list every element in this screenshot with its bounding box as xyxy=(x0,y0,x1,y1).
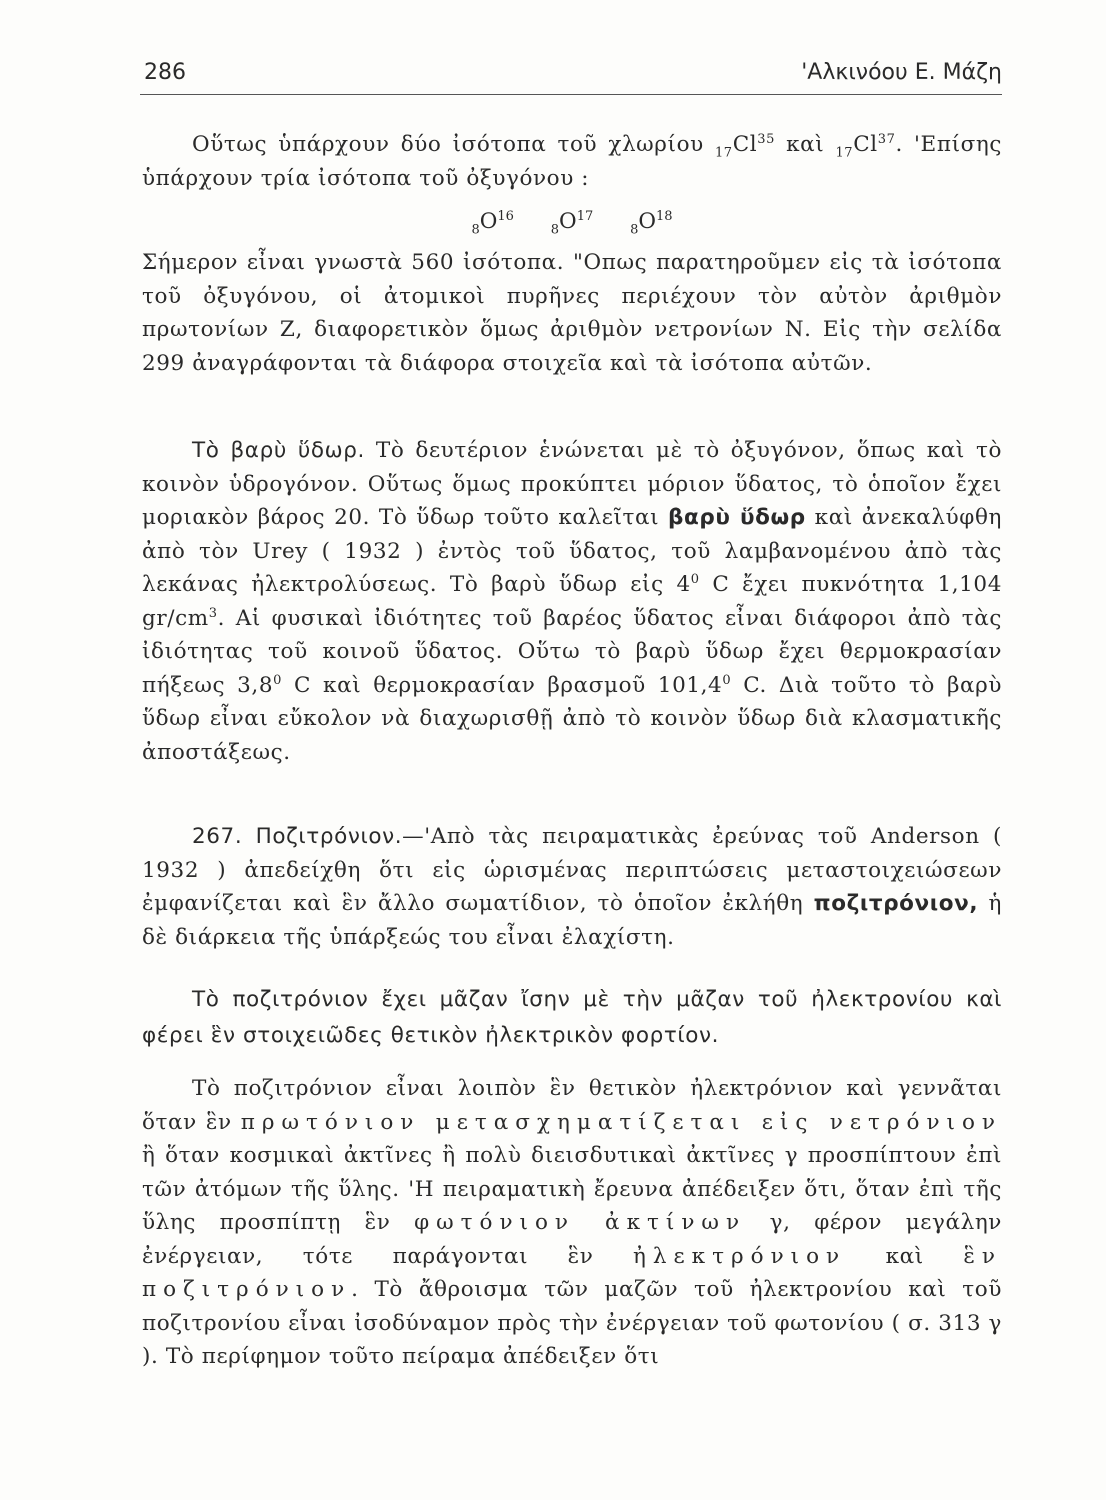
atomic-number: 8 xyxy=(471,222,480,238)
paragraph-chlorine-isotopes xyxy=(142,128,1002,195)
paragraph-positron-origin xyxy=(142,1072,1002,1374)
spaced-emphasis: πρωτόνιον μετασχηματίζεται εἰς νετρόνιον xyxy=(240,1109,1002,1135)
heavy-water-term: βαρὺ ὕδωρ xyxy=(668,505,806,530)
text-run: Οὕτως ὑπάρχουν δύο ἰσότοπα τοῦ χλωρίου xyxy=(192,132,715,157)
mass-number: 37 xyxy=(877,131,896,147)
text-run: ἡ δὲ διάρκεια τῆς ὑπάρξεώς του εἶναι ἐλαχίστη. xyxy=(142,891,1002,950)
element-symbol: Cl xyxy=(853,132,878,157)
mass-number: 17 xyxy=(576,208,594,224)
text-run: —'Απὸ τὰς πειραματικὰς ἐρεύνας τοῦ Anderson ( 1932 ) ἀπεδείχθη ὅτι εἰς ὡρισμένας περιπτώσεις μεταστοιχειώσεων ἐμφανίζεται καὶ ἓν ἄλλο σωματίδιον, τὸ ὁποῖον ἐκλήθη xyxy=(142,824,1002,916)
atomic-number: 17 xyxy=(714,145,733,161)
page-header xyxy=(140,58,1002,95)
oxygen-isotopes-line xyxy=(142,205,1002,239)
text-run: C. Διὰ τοῦτο τὸ βαρὺ ὕδωρ εἶναι εὔκολον νὰ διαχωρισθῇ ἀπὸ τὸ κοινὸν ὕδωρ διὰ κλασματικῆς ἀποστάξεως. xyxy=(142,672,1002,765)
element-symbol: Cl xyxy=(732,132,758,157)
text-run: Τὸ δευτέριον ἑνώνεται μὲ τὸ ὀξυγόνον, ὅπως καὶ τὸ κοινὸν ὑδρογόνον. Οὕτως ὅμως προκύπτει μόριον ὕδατος, τὸ ὁποῖον ἔχει μοριακὸν βάρος 20. Τὸ ὕδωρ τοῦτο καλεῖται xyxy=(142,438,1002,530)
mass-number: 35 xyxy=(757,131,775,147)
text-run: . Αἱ φυσικαὶ ἰδιότητες τοῦ βαρέος ὕδατος εἶναι διάφοροι ἀπὸ τὰς ἰδιότητας τοῦ κοινοῦ ὕδατος. Οὕτω τὸ βαρὺ ὕδωρ ἔχει θερμοκρασίαν πήξεως 3,8 xyxy=(142,605,1002,698)
running-title: 'Αλκινόου Ε. Μάζη xyxy=(801,60,1002,85)
paragraph-positron-mass: Τὸ ποζιτρόνιον ἔχει μᾶζαν ἴσην μὲ τὴν μᾶζαν τοῦ ἠλεκτρονίου καὶ φέρει ἓν στοιχειῶδες θετικὸν ἠλεκτρικὸν φορτίον. xyxy=(142,987,1002,1048)
text-run: καὶ ἀνεκαλύφθη ἀπὸ τὸν Urey ( 1932 ) ἐντὸς τοῦ ὕδατος, τοῦ λαμβανομένου ἀπὸ τὰς λεκάνας ἠλεκτρολύσεως. Τὸ βαρὺ ὕδωρ εἰς 4 xyxy=(142,505,1002,597)
isotope xyxy=(630,208,673,238)
heavy-water-heading: Τὸ βαρὺ ὕδωρ. xyxy=(192,438,365,463)
text-run: Τὸ ποζιτρόνιον εἶναι λοιπὸν ἓν θετικὸν ἠλεκτρόνιον καὶ γεννᾶται ὅταν ἓν xyxy=(142,1076,1002,1135)
atomic-number: 17 xyxy=(835,145,854,161)
text-run: ἢ ὅταν κοσμικαὶ ἀκτῖνες ἢ πολὺ διεισδυτικαὶ ἀκτῖνες γ προσπίπτουν ἐπὶ τῶν ἀτόμων τῆς ὕλης. 'Η πειραματικὴ ἔρευνα ἀπέδειξεν ὅτι, ὅταν ἐπὶ τῆς ὕλης προσπίπτῃ ἓν xyxy=(142,1143,1002,1235)
cube-exponent: 3 xyxy=(208,605,218,621)
element-symbol: O xyxy=(559,209,577,234)
isotope xyxy=(471,208,514,238)
mass-number: 16 xyxy=(497,208,514,224)
paragraph-heavy-water xyxy=(142,434,1002,769)
text-run: . Τὸ ἄθροισμα τῶν μαζῶν τοῦ ἠλεκτρονίου καὶ τοῦ ποζιτρονίου εἶναι ἰσοδύναμον πρὸς τὴν ἐνέργειαν τοῦ φωτονίου ( σ. 313 γ ). Τὸ περίφημον τοῦτο πείραμα ἀπέδειξεν ὅτι xyxy=(142,1277,1002,1369)
page-number: 286 xyxy=(144,60,186,85)
spaced-emphasis: ἓν ποζιτρόνιον xyxy=(142,1243,1002,1302)
text-run: γ, φέρον μεγάλην ἐνέργειαν, τότε παράγονται ἓν xyxy=(142,1210,1002,1269)
section-heading: 267. Ποζιτρόνιον. xyxy=(192,824,403,849)
positron-term: ποζιτρόνιον, xyxy=(813,891,979,916)
text-run: C ἔχει πυκνότητα 1,104 gr/cm xyxy=(142,572,1002,631)
mass-number: 18 xyxy=(656,208,673,224)
text-run: C καὶ θερμοκρασίαν βρασμοῦ 101,4 xyxy=(282,672,723,698)
degree-mark: 0 xyxy=(722,672,732,688)
text-run: . 'Επίσης ὑπάρχουν τρία ἰσότοπα τοῦ ὀξυγόνου : xyxy=(142,132,1003,191)
atomic-number: 8 xyxy=(630,222,639,238)
degree-mark: 0 xyxy=(273,672,283,688)
spaced-emphasis: φωτόνιον ἀκτίνων xyxy=(414,1210,747,1235)
spaced-emphasis: ἠλεκτρόνιον xyxy=(633,1243,847,1269)
section-267-positron xyxy=(142,820,1002,954)
element-symbol: O xyxy=(479,209,498,234)
degree-mark: 0 xyxy=(690,571,700,587)
paragraph-isotopes-count: Σήμερον εἶναι γνωστὰ 560 ἰσότοπα. "Οπως παρατηροῦμεν εἰς τὰ ἰσότοπα τοῦ ὀξυγόνου, οἱ ἀτομικοὶ πυρῆνες περιέχουν τὸν αὐτὸν ἀριθμὸν πρωτονίων Ζ, διαφορετικὸν ὅμως ἀριθμὸν νετρονίων Ν. Εἰς τὴν σελίδα 299 ἀναγράφονται τὰ διάφορα στοιχεῖα καὶ τὰ ἰσότοπα αὐτῶν. xyxy=(142,250,1002,376)
element-symbol: O xyxy=(638,209,656,234)
text-run: καὶ xyxy=(846,1243,964,1269)
text-run: καὶ xyxy=(774,132,836,157)
isotope xyxy=(550,208,594,238)
atomic-number: 8 xyxy=(550,222,560,238)
